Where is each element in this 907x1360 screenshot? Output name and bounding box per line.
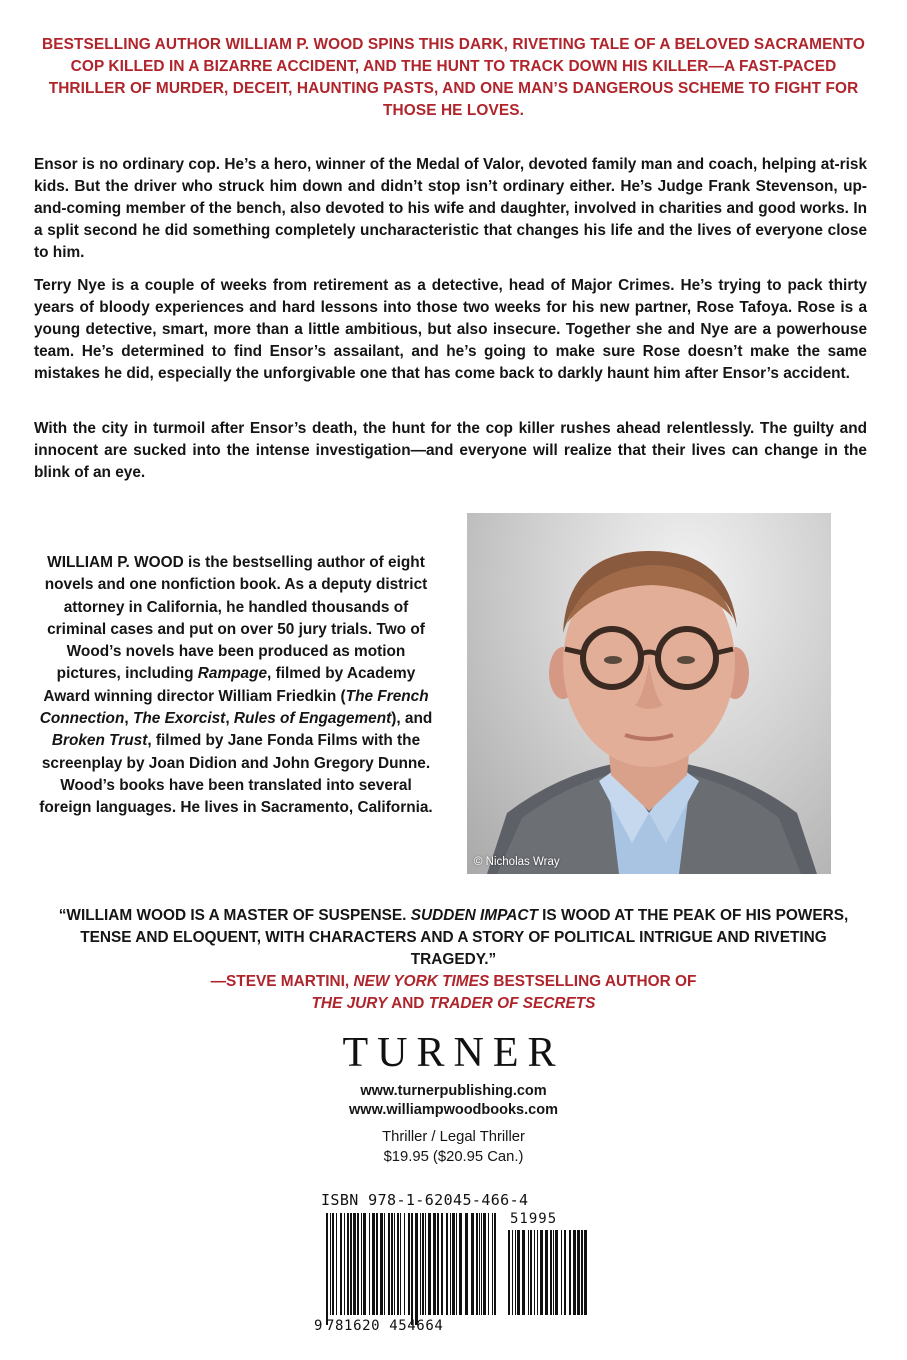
barcode-bar	[353, 1213, 356, 1315]
barcode-bar	[479, 1213, 480, 1315]
barcode-bar	[340, 1213, 342, 1315]
photo-credit: © Nicholas Wray	[474, 856, 560, 868]
barcode-bar	[545, 1230, 548, 1315]
barcode-bar	[465, 1213, 468, 1315]
genre-label: Thriller / Legal Thriller	[382, 1129, 525, 1145]
barcode-bar	[380, 1213, 383, 1315]
barcode-bar	[350, 1213, 352, 1315]
blurb-paragraph-1: Ensor is no ordinary cop. He’s a hero, winner of the Medal of Valor, devoted family man and coach, helping at-risk kids. But the driver who struck him down and didn’t stop isn’t ordinary either. He’s Judge Frank Stevenson, up-and-coming member of the bench, also devoted to his wife and daughter, involved in charities and good works. In a split second he did something completely uncharacteristic that changes his life and the lives of everyone close to him.	[34, 156, 867, 261]
barcode-bar	[394, 1213, 395, 1315]
barcode-bar	[577, 1230, 580, 1315]
barcode-bar	[411, 1213, 413, 1325]
barcode-bar	[522, 1230, 525, 1315]
barcode-bar	[584, 1230, 587, 1315]
price-label: $19.95 ($20.95 Can.)	[383, 1149, 524, 1165]
barcode-bar	[534, 1230, 535, 1315]
barcode-bar	[428, 1213, 431, 1315]
barcode-bar	[483, 1213, 486, 1315]
author-url: www.williampwoodbooks.com	[349, 1102, 558, 1118]
blurb-paragraph-3: With the city in turmoil after Ensor’s death, the hunt for the cop killer rushes ahead relentlessly. The guilty and innocent are sucked into the intense investigation—and everyone will realize that their lives can change in the blink of an eye.	[34, 420, 867, 481]
barcode-bar	[459, 1213, 462, 1315]
barcode-bar	[397, 1213, 399, 1315]
barcode-bar	[456, 1213, 457, 1315]
author-photo	[467, 513, 831, 874]
barcode-bar	[433, 1213, 436, 1315]
barcode-bar	[550, 1230, 552, 1315]
barcode-bar	[494, 1213, 496, 1315]
isbn-text: ISBN 978-1-62045-466-4	[321, 1191, 529, 1209]
barcode-bar	[555, 1230, 558, 1315]
barcode-bar	[450, 1213, 451, 1315]
barcode-bar	[471, 1213, 474, 1315]
barcode-bar	[564, 1230, 566, 1315]
barcode-bar	[404, 1213, 405, 1315]
barcode-bar	[336, 1213, 337, 1315]
addon-barcode	[508, 1230, 590, 1325]
barcode-bar	[492, 1213, 493, 1315]
quote-attribution: —STEVE MARTINI, NEW YORK TIMES BESTSELLING AUTHOR OF THE JURY AND TRADER OF SECRETS	[210, 973, 697, 1012]
barcode-bar	[400, 1213, 401, 1315]
barcode-bar	[581, 1230, 583, 1315]
barcode-bar	[357, 1213, 359, 1315]
barcode-bar	[384, 1213, 385, 1315]
ean-digits: 781620 454664	[326, 1318, 444, 1334]
barcode-bar	[361, 1213, 362, 1315]
barcode-bar	[369, 1213, 370, 1315]
author-bio: WILLIAM P. WOOD is the bestselling author of eight novels and one nonfiction book. As a deputy district attorney in California, he handled thousands of criminal cases and put on over 50 jury trials. Two of Wood’s novels have been produced as motion pictures, including Rampage, filmed by Academy Award winning director William Friedkin (The French Connection, The Exorcist, Rules of Engagement), and Broken Trust, filmed by Jane Fonda Films with the screenplay by Joan Didion and John Gregory Dunne. Wood’s books have been translated into several foreign languages. He lives in Sacramento, California.	[39, 554, 433, 817]
barcode-bar	[446, 1213, 448, 1315]
barcode-bar	[376, 1213, 378, 1315]
publisher-logo: TURNER	[342, 1030, 565, 1076]
barcode-bar	[488, 1213, 489, 1315]
barcode-bar	[330, 1213, 331, 1315]
barcode-bar	[363, 1213, 366, 1315]
barcode-bar	[437, 1213, 439, 1315]
barcode-bar	[530, 1230, 532, 1315]
barcode-bar	[515, 1230, 516, 1315]
barcode-bar	[528, 1230, 529, 1315]
barcode-bar	[553, 1230, 554, 1315]
barcode-bar	[388, 1213, 390, 1315]
barcode-bar	[332, 1213, 334, 1315]
barcode-bar	[420, 1213, 421, 1315]
barcode-bar	[425, 1213, 426, 1315]
barcode-bar	[452, 1213, 455, 1315]
barcode-bar	[561, 1230, 562, 1315]
barcode-bar	[569, 1230, 571, 1315]
barcode-bar	[540, 1230, 543, 1315]
barcode-bar	[476, 1213, 478, 1315]
price-code-text: 51995	[510, 1211, 558, 1227]
barcode-bar	[326, 1213, 328, 1325]
headline: BESTSELLING AUTHOR WILLIAM P. WOOD SPINS THIS DARK, RIVETING TALE OF A BELOVED SACRAMENTO COP KILLED IN A BIZARRE ACCIDENT, AND THE HUNT TO TRACK DOWN HIS KILLER—A FAST-PACED THRILLER OF MURDER, DECEIT, HAUNTING PASTS, AND ONE MAN’S DANGEROUS SCHEME TO FIGHT FOR THOSE HE LOVES.	[42, 36, 865, 119]
barcode-bar	[422, 1213, 424, 1315]
barcode-bar	[347, 1213, 349, 1315]
barcode-bar	[573, 1230, 576, 1315]
barcode-bar	[512, 1230, 513, 1315]
review-quote: “WILLIAM WOOD IS A MASTER OF SUSPENSE. SUDDEN IMPACT IS WOOD AT THE PEAK OF HIS POWERS, TENSE AND ELOQUENT, WITH CHARACTERS AND A STORY OF POLITICAL INTRIGUE AND RIVETING TRAGEDY.”	[58, 907, 849, 968]
barcode-bar	[391, 1213, 393, 1315]
barcode-bar	[508, 1230, 510, 1315]
barcode-bar	[517, 1230, 520, 1315]
barcode-bar	[441, 1213, 443, 1315]
barcode-bar	[372, 1213, 375, 1315]
ean-barcode	[326, 1213, 500, 1325]
blurb-paragraph-2: Terry Nye is a couple of weeks from retirement as a detective, head of Major Crimes. He’s trying to pack thirty years of bloody experiences and hard lessons into those two weeks for his new partner, Rose Tafoya. Rose is a young detective, smart, more than a little ambitious, but also insecure. Together she and Nye are a powerhouse team. He’s determined to find Ensor’s assailant, and he’s going to make sure Rose doesn’t make the same mistakes he did, especially the unforgivable one that has come back to darkly haunt him after Ensor’s accident.	[34, 277, 867, 382]
barcode-bar	[408, 1213, 410, 1315]
barcode-bar	[415, 1213, 418, 1325]
ean-first-digit: 9	[314, 1318, 323, 1334]
barcode-bar	[481, 1213, 482, 1315]
barcode-bar	[344, 1213, 345, 1315]
publisher-url: www.turnerpublishing.com	[360, 1083, 547, 1099]
barcode-bar	[537, 1230, 538, 1315]
